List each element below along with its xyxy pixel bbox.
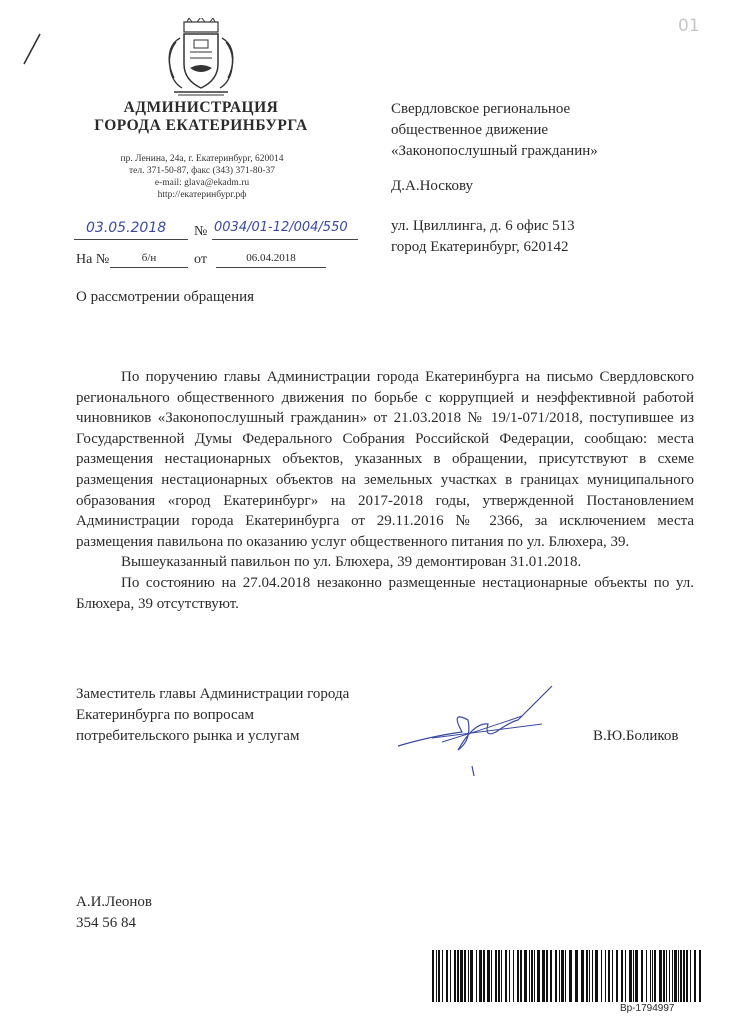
executor-name: А.И.Леонов (76, 894, 153, 910)
body-paragraph-2: Вышеуказанный павильон по ул. Блюхера, 39 демонтирован 31.01.2018. (121, 554, 582, 571)
executor-phone: 354 56 84 (76, 915, 136, 931)
org-title-line2: ГОРОДА ЕКАТЕРИНБУРГА (94, 117, 308, 134)
sender-address: пр. Ленина, 24а, г. Екатеринбург, 620014 (120, 154, 284, 164)
signer-position-line3: потребительского рынка и услугам (76, 728, 300, 744)
reference-number: б/н (141, 252, 157, 264)
recipient-city: город Екатеринбург, 620142 (391, 239, 569, 255)
corner-number: 01 (678, 16, 700, 36)
signer-position-line1: Заместитель главы Администрации города (76, 686, 350, 702)
recipient-line3: «Законопослушный гражданин» (391, 143, 598, 159)
recipient-line1: Свердловское региональное (391, 101, 571, 117)
outgoing-date: 03.05.2018 (86, 220, 167, 236)
reference-from-label: от (194, 252, 207, 267)
sender-phone: тел. 371-50-87, факс (343) 371-80-37 (128, 166, 276, 176)
body-paragraph-1: По поручению главы Администрации города Екатеринбурга на письмо Свердловского регионального общественного движения по борьбе с коррупцией и неэффективной работой чиновников «Законопослушный гражданин» от 21.03.2018 № 19/1-071/2018, поступившее из Государственной Думы Федерального Собрания Российской Федерации, сообщаю: места размещения нестационарных объектов, указанных в обращении, присутствуют в схеме размещения нестационарных объектов на земельных участках в границах муниципального образования «город Екатеринбург» на 2017-2018 годы, утвержденной Постановлением Администрации города Екатеринбурга от 29.11.2016 № 2366, за исключением места размещения павильона по оказанию услуг общественного питания по ул. Блюхера, 39. (76, 369, 694, 550)
signer-position-line2: Екатеринбурга по вопросам (76, 707, 255, 723)
sender-site: http://екатеринбург.рф (157, 190, 247, 200)
pen-mark-icon (18, 30, 48, 70)
recipient-name: Д.А.Носкову (391, 178, 474, 194)
signer-name: В.Ю.Боликов (593, 728, 679, 744)
outgoing-number-label: № (194, 224, 208, 239)
subject: О рассмотрении обращения (76, 289, 255, 305)
sender-email: e-mail: glava@ekadm.ru (154, 178, 250, 188)
recipient-line2: общественное движение (391, 122, 549, 138)
outgoing-number: 0034/01-12/004/550 (214, 220, 348, 235)
barcode-id: Вр-1794997 (620, 1003, 675, 1014)
body-paragraph-3: По состоянию на 27.04.2018 незаконно размещенные нестационарные объекты по ул. Блюхера, 39 отсутствуют. (76, 574, 694, 612)
org-title-line1: АДМИНИСТРАЦИЯ (123, 99, 279, 116)
recipient-street: ул. Цвиллинга, д. 6 офис 513 (391, 218, 575, 234)
handwritten-signature-icon (392, 680, 572, 780)
barcode (428, 950, 708, 1002)
reference-label: На № (76, 252, 110, 267)
ekaterinburg-coat-of-arms-icon (160, 18, 242, 98)
letter-body (76, 367, 694, 614)
reference-date: 06.04.2018 (246, 252, 296, 264)
